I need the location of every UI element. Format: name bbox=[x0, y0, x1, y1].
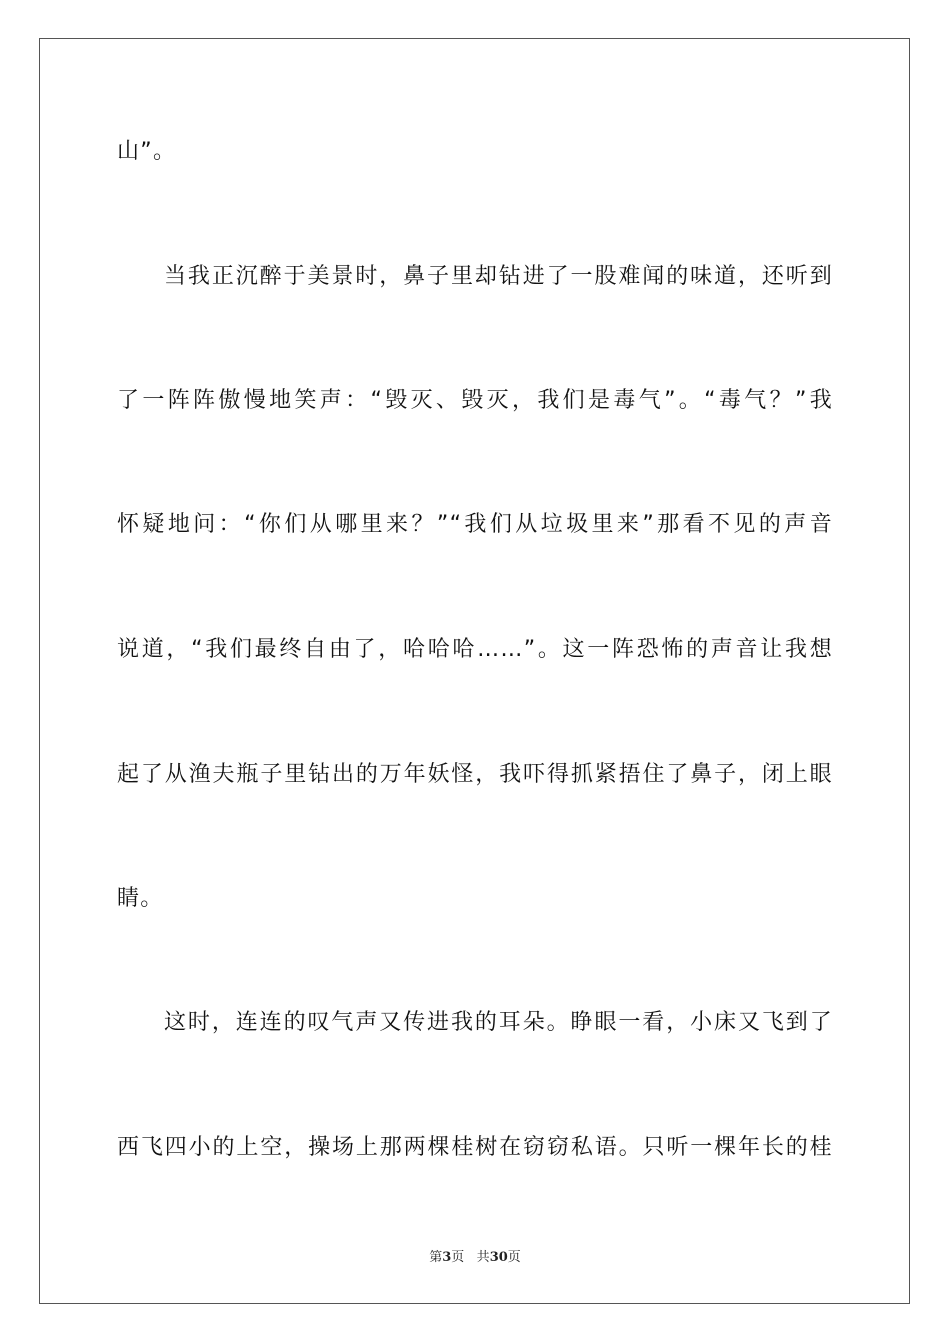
text-line-4: 怀疑地问：“你们从哪里来？”“我们从垃圾里来”那看不见的声音 bbox=[117, 512, 833, 537]
page-suffix: 页 bbox=[451, 1250, 465, 1265]
text-line-5: 说道，“我们最终自由了，哈哈哈……”。这一阵恐怖的声音让我想 bbox=[117, 637, 833, 662]
text-line-8: 这时，连连的叹气声又传进我的耳朵。睁眼一看，小床又飞到了 bbox=[164, 1010, 833, 1035]
page-total: 30 bbox=[489, 1250, 508, 1265]
page-border bbox=[39, 38, 910, 1304]
text-line-6: 起了从渔夫瓶子里钻出的万年妖怪，我吓得抓紧捂住了鼻子，闭上眼 bbox=[117, 762, 833, 787]
text-line-7: 睛。 bbox=[117, 886, 164, 911]
page-prefix: 第 bbox=[429, 1250, 443, 1265]
text-line-1: 山”。 bbox=[117, 139, 177, 164]
page-number: 3 bbox=[442, 1250, 452, 1265]
total-prefix: 共 bbox=[476, 1250, 490, 1265]
text-line-9: 西飞四小的上空，操场上那两棵桂树在窃窃私语。只听一棵年长的桂 bbox=[117, 1135, 833, 1160]
page-footer bbox=[0, 1246, 950, 1265]
total-suffix: 页 bbox=[507, 1250, 521, 1265]
text-line-2: 当我正沉醉于美景时，鼻子里却钻进了一股难闻的味道，还听到 bbox=[164, 264, 833, 289]
text-line-3: 了一阵阵傲慢地笑声：“毁灭、毁灭，我们是毒气”。“毒气？”我 bbox=[117, 388, 833, 413]
